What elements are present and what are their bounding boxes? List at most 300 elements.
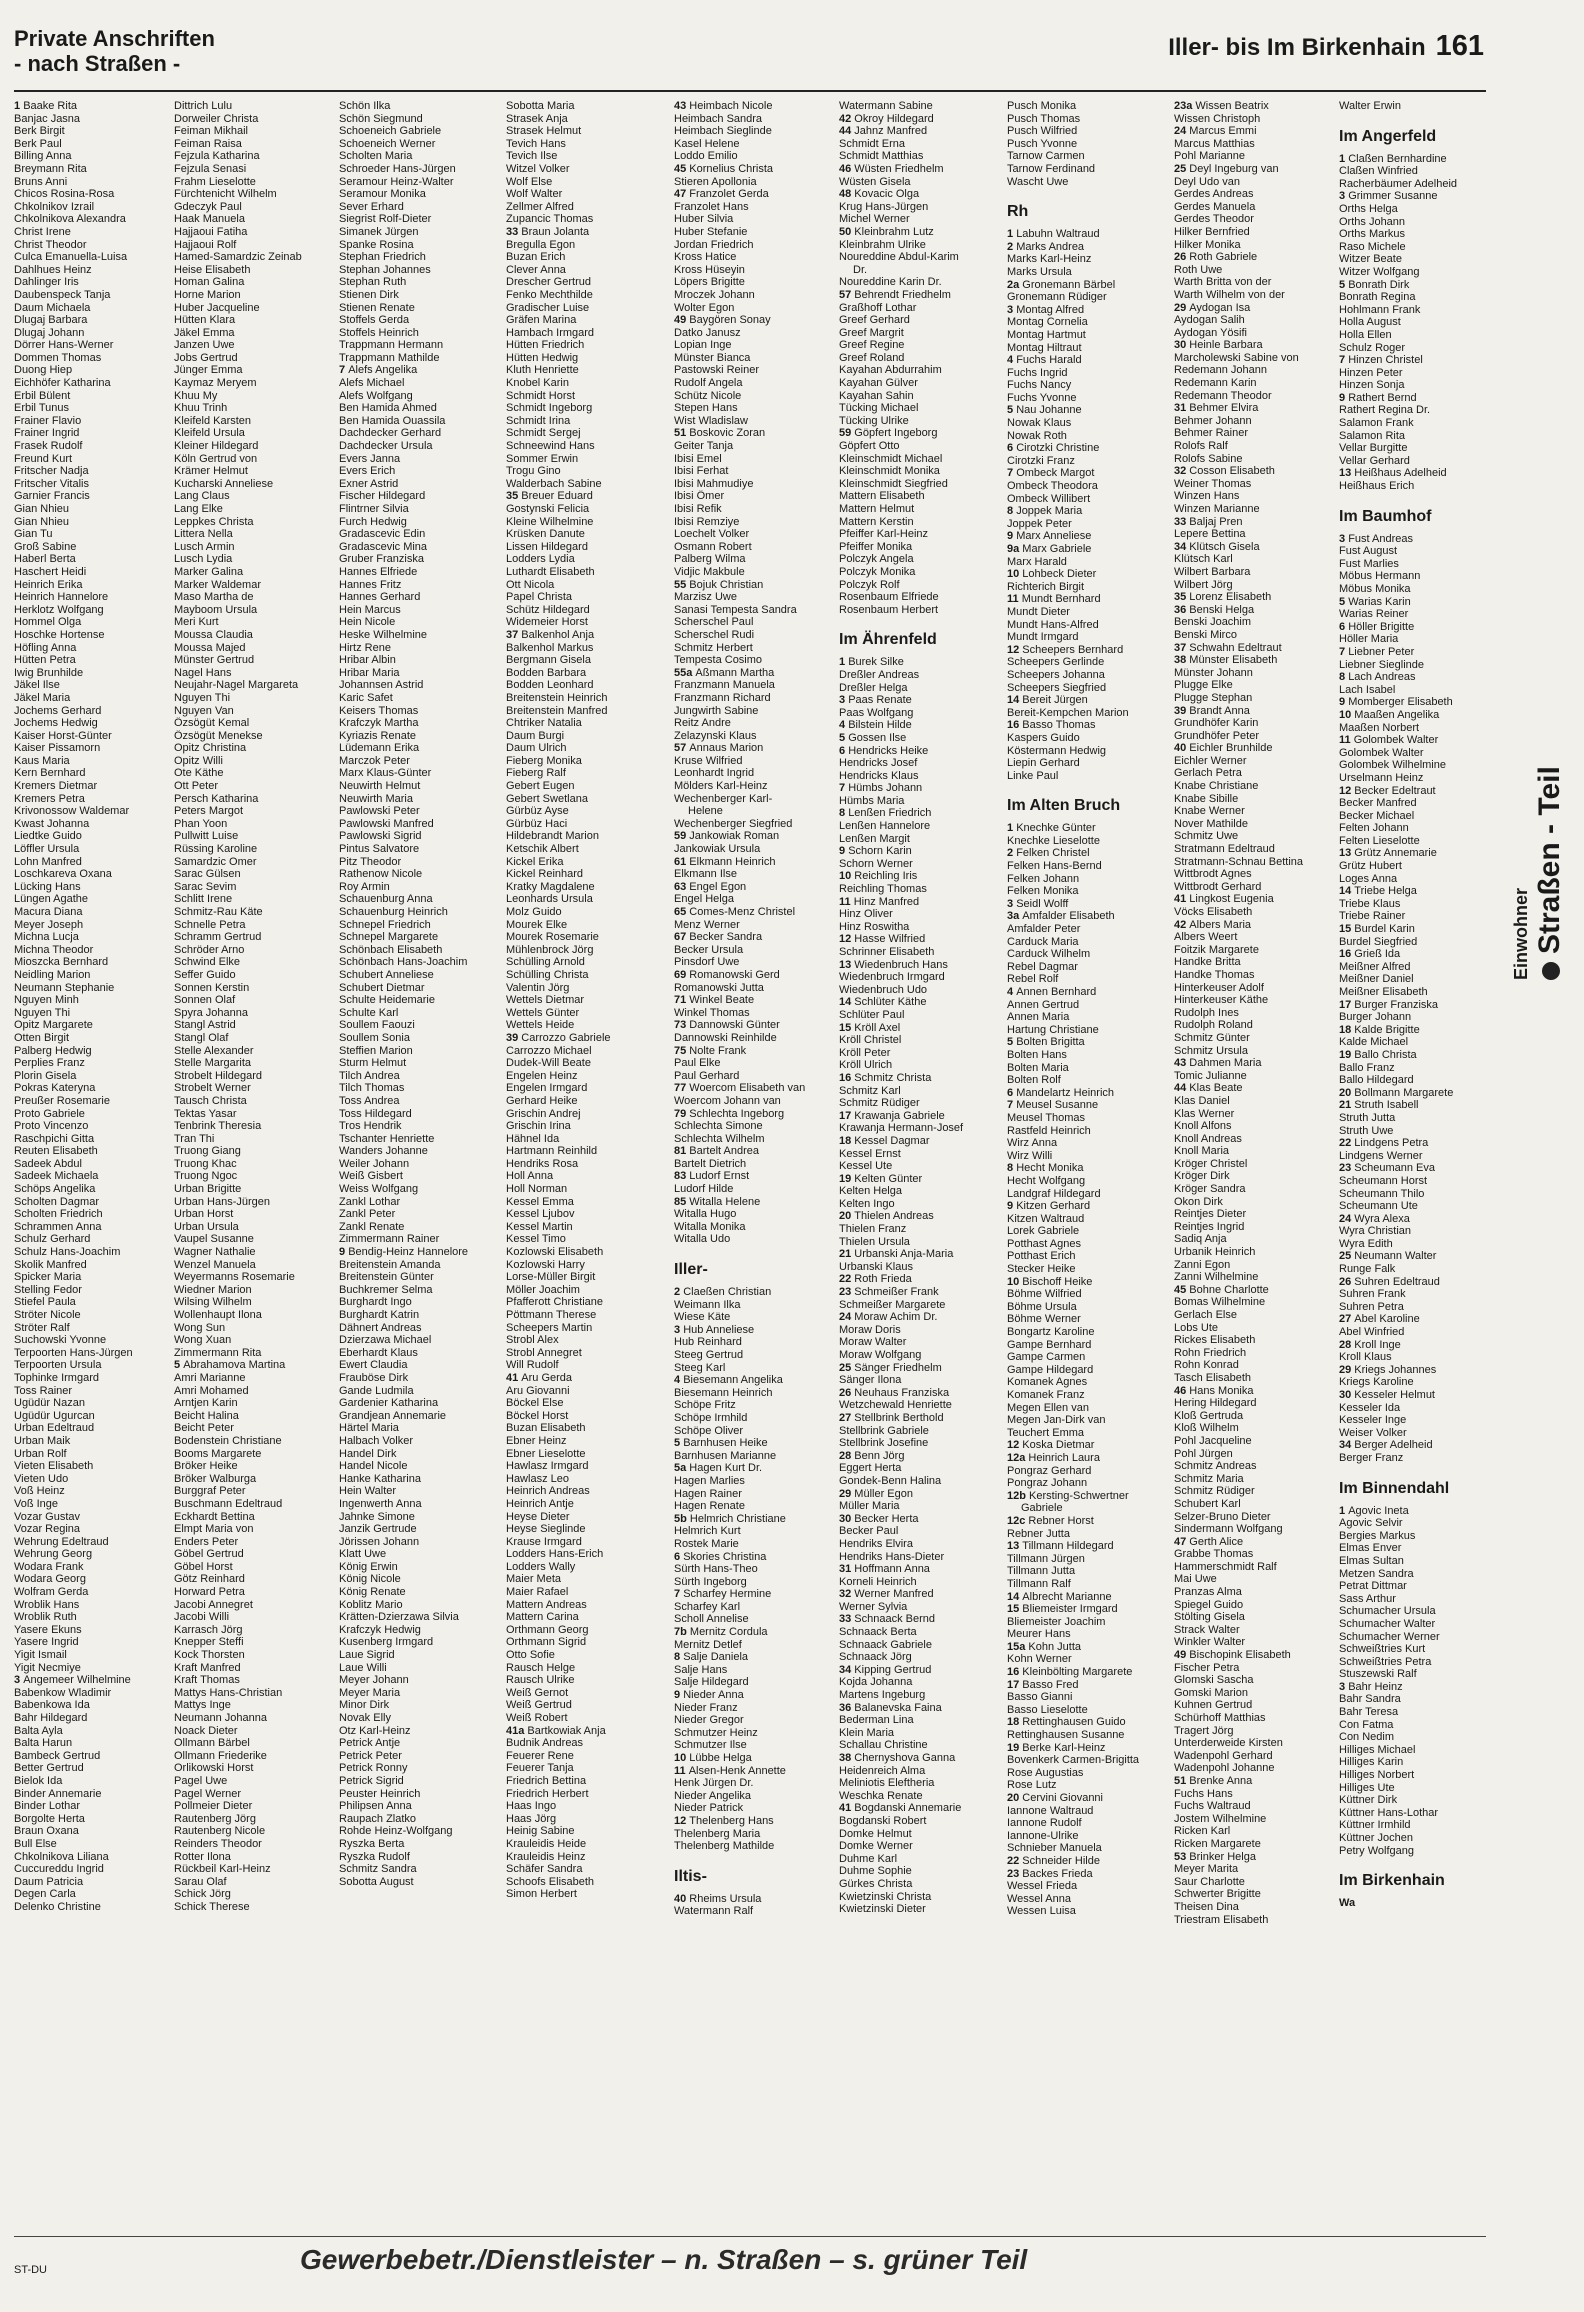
resident-name: Jäkel Maria [14, 691, 71, 704]
resident-name: Vozar Regina [14, 1523, 81, 1536]
resident-name: Tilch Andrea [339, 1069, 400, 1082]
resident-entry [174, 944, 334, 957]
resident-entry [1339, 961, 1499, 974]
resident-name: Marczok Peter [339, 754, 410, 767]
resident-name: Kröll Axel [854, 1021, 901, 1034]
resident-name: Strasek Helmut [506, 125, 582, 138]
resident-name: Kickel Reinhard [506, 868, 584, 881]
resident-name: Plugge Elke [1174, 679, 1233, 692]
resident-name: Tücking Ulrike [839, 414, 909, 427]
resident-name: Papel Christa [506, 591, 573, 604]
resident-name: Reitz Andre [674, 717, 731, 730]
resident-entry [1174, 1851, 1334, 1864]
resident-entry [174, 402, 334, 415]
resident-entry [1007, 342, 1167, 355]
resident-name: Meißner Daniel [1339, 973, 1414, 986]
resident-entry [1007, 757, 1167, 770]
resident-entry [674, 440, 834, 453]
resident-entry [14, 1876, 174, 1889]
resident-name: Bomas Wilhelmine [1174, 1296, 1266, 1309]
resident-name: Götz Reinhard [174, 1573, 245, 1586]
resident-entry [1174, 830, 1334, 843]
house-number: 50 [839, 225, 855, 238]
house-number: 34 [1174, 540, 1190, 553]
resident-name: Watermann Ralf [674, 1905, 754, 1918]
resident-entry [1339, 747, 1499, 760]
resident-entry [14, 113, 174, 126]
resident-name: Wessel Anna [1007, 1892, 1072, 1905]
resident-name: Weschka Renate [839, 1789, 923, 1802]
resident-name: Scharfey Karl [674, 1600, 741, 1613]
resident-name: Nau Johanne [1016, 404, 1082, 417]
resident-name: Engelen Heinz [506, 1069, 578, 1082]
resident-entry [1174, 352, 1334, 365]
resident-entry [1339, 253, 1499, 266]
resident-entry [839, 478, 999, 491]
resident-entry [14, 1385, 174, 1398]
resident-name: Yigit Necmiye [14, 1661, 81, 1674]
resident-entry [14, 956, 174, 969]
resident-name: Schrinner Elisabeth [839, 946, 935, 958]
resident-entry [839, 883, 999, 896]
resident-entry [14, 982, 174, 995]
resident-name: Grütz Hubert [1339, 860, 1402, 873]
resident-name: Woercom Johann van [674, 1094, 781, 1107]
resident-entry [1007, 1704, 1167, 1717]
house-number: 8 [1007, 1162, 1017, 1175]
resident-name: Yasere Ekuns [14, 1623, 82, 1636]
resident-name: Korneli Heinrich [839, 1575, 917, 1588]
resident-name: Schöpe Oliver [674, 1424, 744, 1437]
resident-entry [1174, 1636, 1334, 1649]
resident-name: Schneider Hilde [1022, 1854, 1100, 1867]
resident-name: Meri Kurt [174, 616, 219, 629]
resident-name: Rohn Konrad [1174, 1359, 1239, 1372]
resident-entry [174, 1045, 334, 1058]
resident-name: Halbach Volker [339, 1434, 413, 1447]
resident-entry [174, 780, 334, 793]
resident-entry [1007, 279, 1167, 292]
resident-name: Schmidt Ingeborg [506, 402, 593, 415]
resident-name: Mernitz Cordula [689, 1626, 768, 1639]
resident-entry [674, 1588, 834, 1601]
resident-name: Wissen Beatrix [1195, 100, 1269, 112]
resident-name: Alefs Michael [339, 377, 405, 390]
resident-entry [1174, 1334, 1334, 1347]
resident-name: Frasek Rudolf [14, 440, 83, 453]
resident-entry [674, 919, 834, 932]
resident-entry [506, 1095, 666, 1108]
resident-entry [14, 541, 174, 554]
resident-entry [1007, 1767, 1167, 1780]
resident-entry [674, 1488, 834, 1501]
resident-entry [1174, 1120, 1334, 1133]
resident-entry [1007, 1905, 1167, 1918]
resident-name: Stölting Gisela [1174, 1611, 1245, 1624]
resident-name: Molz Guido [506, 906, 562, 918]
resident-name: Gossen Ilse [848, 731, 907, 744]
resident-name: Perplies Franz [14, 1057, 85, 1070]
resident-entry [506, 1838, 666, 1851]
resident-name: Kleifeld Ursula [174, 427, 245, 440]
resident-entry [674, 503, 834, 516]
resident-entry [1007, 1666, 1167, 1679]
resident-entry [1339, 480, 1499, 493]
resident-entry [174, 427, 334, 440]
resident-name: Jostem Wilhelmine [1174, 1812, 1267, 1825]
house-number: 45 [674, 162, 690, 175]
resident-entry [1174, 591, 1334, 604]
resident-entry [674, 856, 834, 869]
resident-entry [674, 1299, 834, 1312]
resident-name: Nieder Angelika [674, 1789, 752, 1802]
resident-name: Frainer Flavio [14, 414, 82, 427]
resident-name: Mattern Kerstin [839, 515, 914, 528]
resident-entry [14, 579, 174, 592]
resident-entry [174, 1573, 334, 1586]
resident-name: Krüsken Danute [506, 528, 585, 541]
resident-entry [339, 1158, 499, 1171]
resident-name: Komanek Agnes [1007, 1376, 1088, 1389]
resident-entry [1174, 1511, 1334, 1524]
house-number: 5 [674, 1437, 684, 1450]
resident-entry [839, 1525, 999, 1538]
resident-name: Osmann Robert [674, 540, 752, 553]
resident-entry [339, 1599, 499, 1612]
resident-entry [506, 579, 666, 592]
resident-name: Wyra Alexa [1354, 1212, 1410, 1225]
resident-name: Schmitz Herbert [674, 641, 753, 654]
resident-entry [14, 1800, 174, 1813]
resident-entry [1174, 1485, 1334, 1498]
resident-entry [506, 1347, 666, 1360]
resident-name: Bederman Lina [839, 1714, 914, 1727]
resident-entry [674, 1387, 834, 1400]
resident-name: Hendriks Hans-Dieter [839, 1550, 945, 1563]
resident-name: Gande Ludmila [339, 1384, 414, 1397]
resident-entry [1339, 1364, 1499, 1377]
resident-name: Hecht Wolfgang [1007, 1174, 1086, 1187]
resident-entry [1174, 969, 1334, 982]
resident-entry [1174, 1536, 1334, 1549]
resident-name: Dannowski Günter [689, 1019, 780, 1032]
resident-name: Scheepers Martin [506, 1321, 593, 1334]
resident-name: Duhme Sophie [839, 1865, 912, 1878]
house-number: 81 [674, 1145, 690, 1158]
resident-entry [14, 1145, 174, 1158]
resident-name: Dahmen Maria [1189, 1057, 1262, 1070]
resident-entry [839, 453, 999, 466]
resident-name: Schwahn Edeltraut [1189, 641, 1282, 654]
resident-entry [674, 553, 834, 566]
resident-name: Sonnen Olaf [174, 994, 236, 1007]
resident-entry [14, 138, 174, 151]
resident-entry [506, 1334, 666, 1347]
resident-name: Potthast Agnes [1007, 1237, 1081, 1250]
resident-entry [339, 742, 499, 755]
resident-name: Braun Oxana [14, 1825, 79, 1838]
resident-entry [1339, 1605, 1499, 1618]
house-number: 15 [1339, 923, 1355, 936]
resident-name: Sadeek Abdul [14, 1157, 82, 1170]
resident-entry [839, 163, 999, 176]
resident-name: Hub Reinhard [674, 1336, 742, 1349]
resident-name: Jörissen Johann [339, 1535, 420, 1548]
resident-name: Schmitz Rüdiger [839, 1097, 920, 1110]
resident-name: Reichling Thomas [839, 883, 927, 896]
resident-name: Sadiq Anja [1174, 1233, 1227, 1246]
resident-name: Lopian Inge [674, 339, 732, 352]
resident-entry [174, 679, 334, 692]
resident-entry [1339, 1376, 1499, 1389]
resident-entry [14, 402, 174, 415]
resident-name: Nowak Roth [1007, 429, 1067, 442]
resident-entry [839, 1828, 999, 1841]
resident-name: Raschpichi Gitta [14, 1132, 95, 1145]
resident-entry [1339, 266, 1499, 279]
resident-name: Zimmermann Rainer [339, 1233, 440, 1246]
resident-entry [339, 302, 499, 315]
resident-name: Scharfey Hermine [683, 1588, 772, 1601]
resident-name: Trappmann Hermann [339, 339, 444, 352]
resident-entry [14, 201, 174, 214]
resident-name: Karic Safet [339, 691, 393, 704]
resident-entry [1007, 150, 1167, 163]
resident-name: Hohlmann Frank [1339, 303, 1421, 316]
resident-entry [339, 364, 499, 377]
resident-entry [1174, 604, 1334, 617]
resident-name: Hirtz Rene [339, 641, 391, 654]
resident-name: Tragert Jörg [1174, 1724, 1234, 1737]
resident-entry [1174, 705, 1334, 718]
resident-name: Beicht Peter [174, 1422, 234, 1435]
resident-name: Klatt Uwe [339, 1548, 387, 1561]
resident-entry [839, 1853, 999, 1866]
resident-name: Carrozzo Michael [506, 1044, 592, 1057]
resident-entry [1339, 1580, 1499, 1593]
resident-entry [1174, 1397, 1334, 1410]
resident-entry [674, 352, 834, 365]
resident-name: Holla August [1339, 316, 1401, 329]
resident-name: Vellar Gerhard [1339, 454, 1410, 467]
resident-entry [14, 1309, 174, 1322]
resident-entry [1007, 1528, 1167, 1541]
resident-name: Frauböse Dirk [339, 1371, 409, 1384]
resident-name: Ströter Ralf [14, 1321, 70, 1334]
resident-entry [506, 1712, 666, 1725]
house-number: 13 [1007, 1540, 1023, 1553]
resident-entry [1339, 1011, 1499, 1024]
resident-name: Becker Edeltraut [1354, 784, 1436, 797]
resident-entry [339, 1561, 499, 1574]
resident-entry [1339, 342, 1499, 355]
resident-name: Pollmeier Dieter [174, 1800, 253, 1813]
resident-name: Domke Werner [839, 1840, 913, 1853]
resident-name: Yasere Ingrid [14, 1636, 79, 1649]
resident-name: Nieder Patrick [674, 1802, 744, 1815]
house-number: 55 [674, 578, 690, 591]
resident-entry [1007, 1137, 1167, 1150]
house-number: 34 [1339, 1439, 1355, 1452]
resident-name: Werner Manfred [854, 1588, 934, 1601]
resident-entry [506, 1750, 666, 1763]
resident-entry [174, 1309, 334, 1322]
side-tab-small: Einwohner [1511, 887, 1531, 980]
resident-entry [839, 669, 999, 682]
resident-name: Menz Werner [674, 918, 740, 931]
resident-entry [1174, 1762, 1334, 1775]
resident-entry [1339, 810, 1499, 823]
resident-name: Mattern Carina [506, 1611, 579, 1624]
resident-entry [14, 1359, 174, 1372]
resident-entry [1007, 125, 1167, 138]
resident-name: Fieberg Monika [506, 754, 582, 767]
resident-entry [174, 1737, 334, 1750]
resident-name: Mühlenbrock Jörg [506, 943, 594, 956]
resident-name: Leonhardt Ingrid [674, 767, 755, 780]
resident-name: Toss Hildegard [339, 1107, 412, 1120]
resident-name: Hinterkeuser Käthe [1174, 994, 1269, 1007]
resident-name: König Nicole [339, 1573, 401, 1586]
resident-entry [339, 516, 499, 529]
resident-name: Runge Falk [1339, 1263, 1396, 1276]
resident-name: Fieberg Ralf [506, 767, 566, 780]
resident-name: Suhren Edeltraud [1354, 1275, 1440, 1288]
page-footer [0, 2236, 1584, 2296]
resident-entry [674, 415, 834, 428]
resident-name: Stelling Fedor [14, 1283, 82, 1296]
resident-entry [1174, 453, 1334, 466]
resident-name: Feuerer Rene [506, 1749, 574, 1762]
resident-entry [174, 1548, 334, 1561]
house-number: 7 [339, 364, 349, 377]
resident-entry [506, 251, 666, 264]
resident-entry [839, 1488, 999, 1501]
resident-entry [1007, 1087, 1167, 1100]
resident-entry [1174, 138, 1334, 151]
resident-name: Delenko Christine [14, 1900, 101, 1913]
resident-entry [839, 1160, 999, 1173]
resident-name: Wollenhaupt Ilona [174, 1309, 262, 1321]
house-number: 11 [1007, 593, 1022, 606]
resident-name: Wettels Günter [506, 1006, 580, 1019]
resident-name: Hilliges Ute [1339, 1781, 1395, 1794]
resident-entry [174, 1385, 334, 1398]
resident-entry [506, 1233, 666, 1246]
resident-entry [14, 1536, 174, 1549]
resident-name: Tausch Christa [174, 1094, 247, 1107]
resident-entry [174, 1775, 334, 1788]
resident-entry [339, 1271, 499, 1284]
resident-name: Martens Ingeburg [839, 1689, 926, 1702]
resident-entry [339, 314, 499, 327]
resident-entry [339, 843, 499, 856]
resident-name: Ludorf Ernst [689, 1170, 750, 1183]
house-number: 30 [1339, 1389, 1355, 1401]
resident-name: Rathert Regina Dr. [1339, 404, 1431, 417]
resident-name: Kessel Timo [506, 1233, 566, 1246]
resident-entry [1007, 961, 1167, 974]
resident-name: Ibisi Mahmudiye [674, 477, 754, 490]
resident-name: Sever Erhard [339, 200, 404, 213]
resident-name: Claßen Winfried [1339, 165, 1418, 178]
house-number: 6 [1007, 1086, 1017, 1099]
resident-entry [674, 100, 834, 113]
resident-name: Beicht Halina [174, 1409, 239, 1422]
resident-name: Gomski Marion [1174, 1686, 1248, 1699]
resident-entry [174, 1422, 334, 1435]
resident-entry [1174, 150, 1334, 163]
resident-name: Evers Janna [339, 452, 401, 465]
resident-name: Scheumann Eva [1354, 1162, 1436, 1175]
resident-name: Daum Patricia [14, 1875, 84, 1888]
resident-entry [674, 1626, 834, 1639]
house-number: 24 [1339, 1212, 1355, 1225]
resident-entry [839, 1450, 999, 1463]
resident-name: Wechenberger Karl- [674, 792, 773, 805]
resident-name: Laue Willi [339, 1661, 387, 1674]
resident-entry [506, 1687, 666, 1700]
resident-entry [1174, 1775, 1334, 1788]
resident-name: Michel Werner [839, 213, 910, 226]
resident-name: Gerdes Andreas [1174, 188, 1254, 201]
resident-entry [339, 969, 499, 982]
resident-name: Neuwirth Maria [339, 792, 413, 805]
resident-entry [839, 946, 999, 959]
resident-entry [1007, 1125, 1167, 1138]
resident-entry [339, 1649, 499, 1662]
resident-name: Pohl Marianne [1174, 150, 1245, 163]
resident-entry [174, 1851, 334, 1864]
resident-name: Kern Bernhard [14, 767, 86, 780]
resident-entry [174, 919, 334, 932]
resident-entry [174, 717, 334, 730]
house-number: 12 [839, 933, 855, 946]
resident-entry [506, 868, 666, 881]
resident-name: Ricken Margarete [1174, 1837, 1261, 1850]
resident-entry [339, 1019, 499, 1032]
resident-name: Tarnow Ferdinand [1007, 162, 1096, 175]
resident-name: Burek Silke [848, 656, 904, 669]
resident-entry [839, 226, 999, 239]
resident-entry [174, 1208, 334, 1221]
resident-entry [839, 858, 999, 871]
resident-name: Gürbüz Haci [506, 817, 568, 830]
resident-name: Heinig Sabine [506, 1825, 575, 1838]
resident-name: Sturm Helmut [339, 1057, 407, 1070]
resident-name: Scherschel Paul [674, 616, 754, 629]
resident-entry [1007, 379, 1167, 392]
resident-entry [839, 1236, 999, 1249]
resident-entry [1339, 1200, 1499, 1213]
resident-name: Hildebrandt Marion [506, 830, 599, 843]
resident-entry [1007, 1540, 1167, 1553]
resident-entry [339, 1397, 499, 1410]
resident-entry [1174, 503, 1334, 516]
resident-entry [339, 1120, 499, 1133]
resident-name: Schick Jörg [174, 1888, 231, 1901]
resident-name: Kleiner Hildegard [174, 440, 259, 453]
resident-entry [506, 944, 666, 957]
resident-entry [674, 1019, 834, 1032]
resident-entry [506, 264, 666, 277]
house-number: 16 [1007, 1666, 1023, 1679]
resident-entry [174, 1019, 334, 1032]
resident-entry [1007, 518, 1167, 531]
resident-entry [339, 427, 499, 440]
resident-entry [1007, 1691, 1167, 1704]
resident-name: Kloß Wilhelm [1174, 1422, 1239, 1435]
